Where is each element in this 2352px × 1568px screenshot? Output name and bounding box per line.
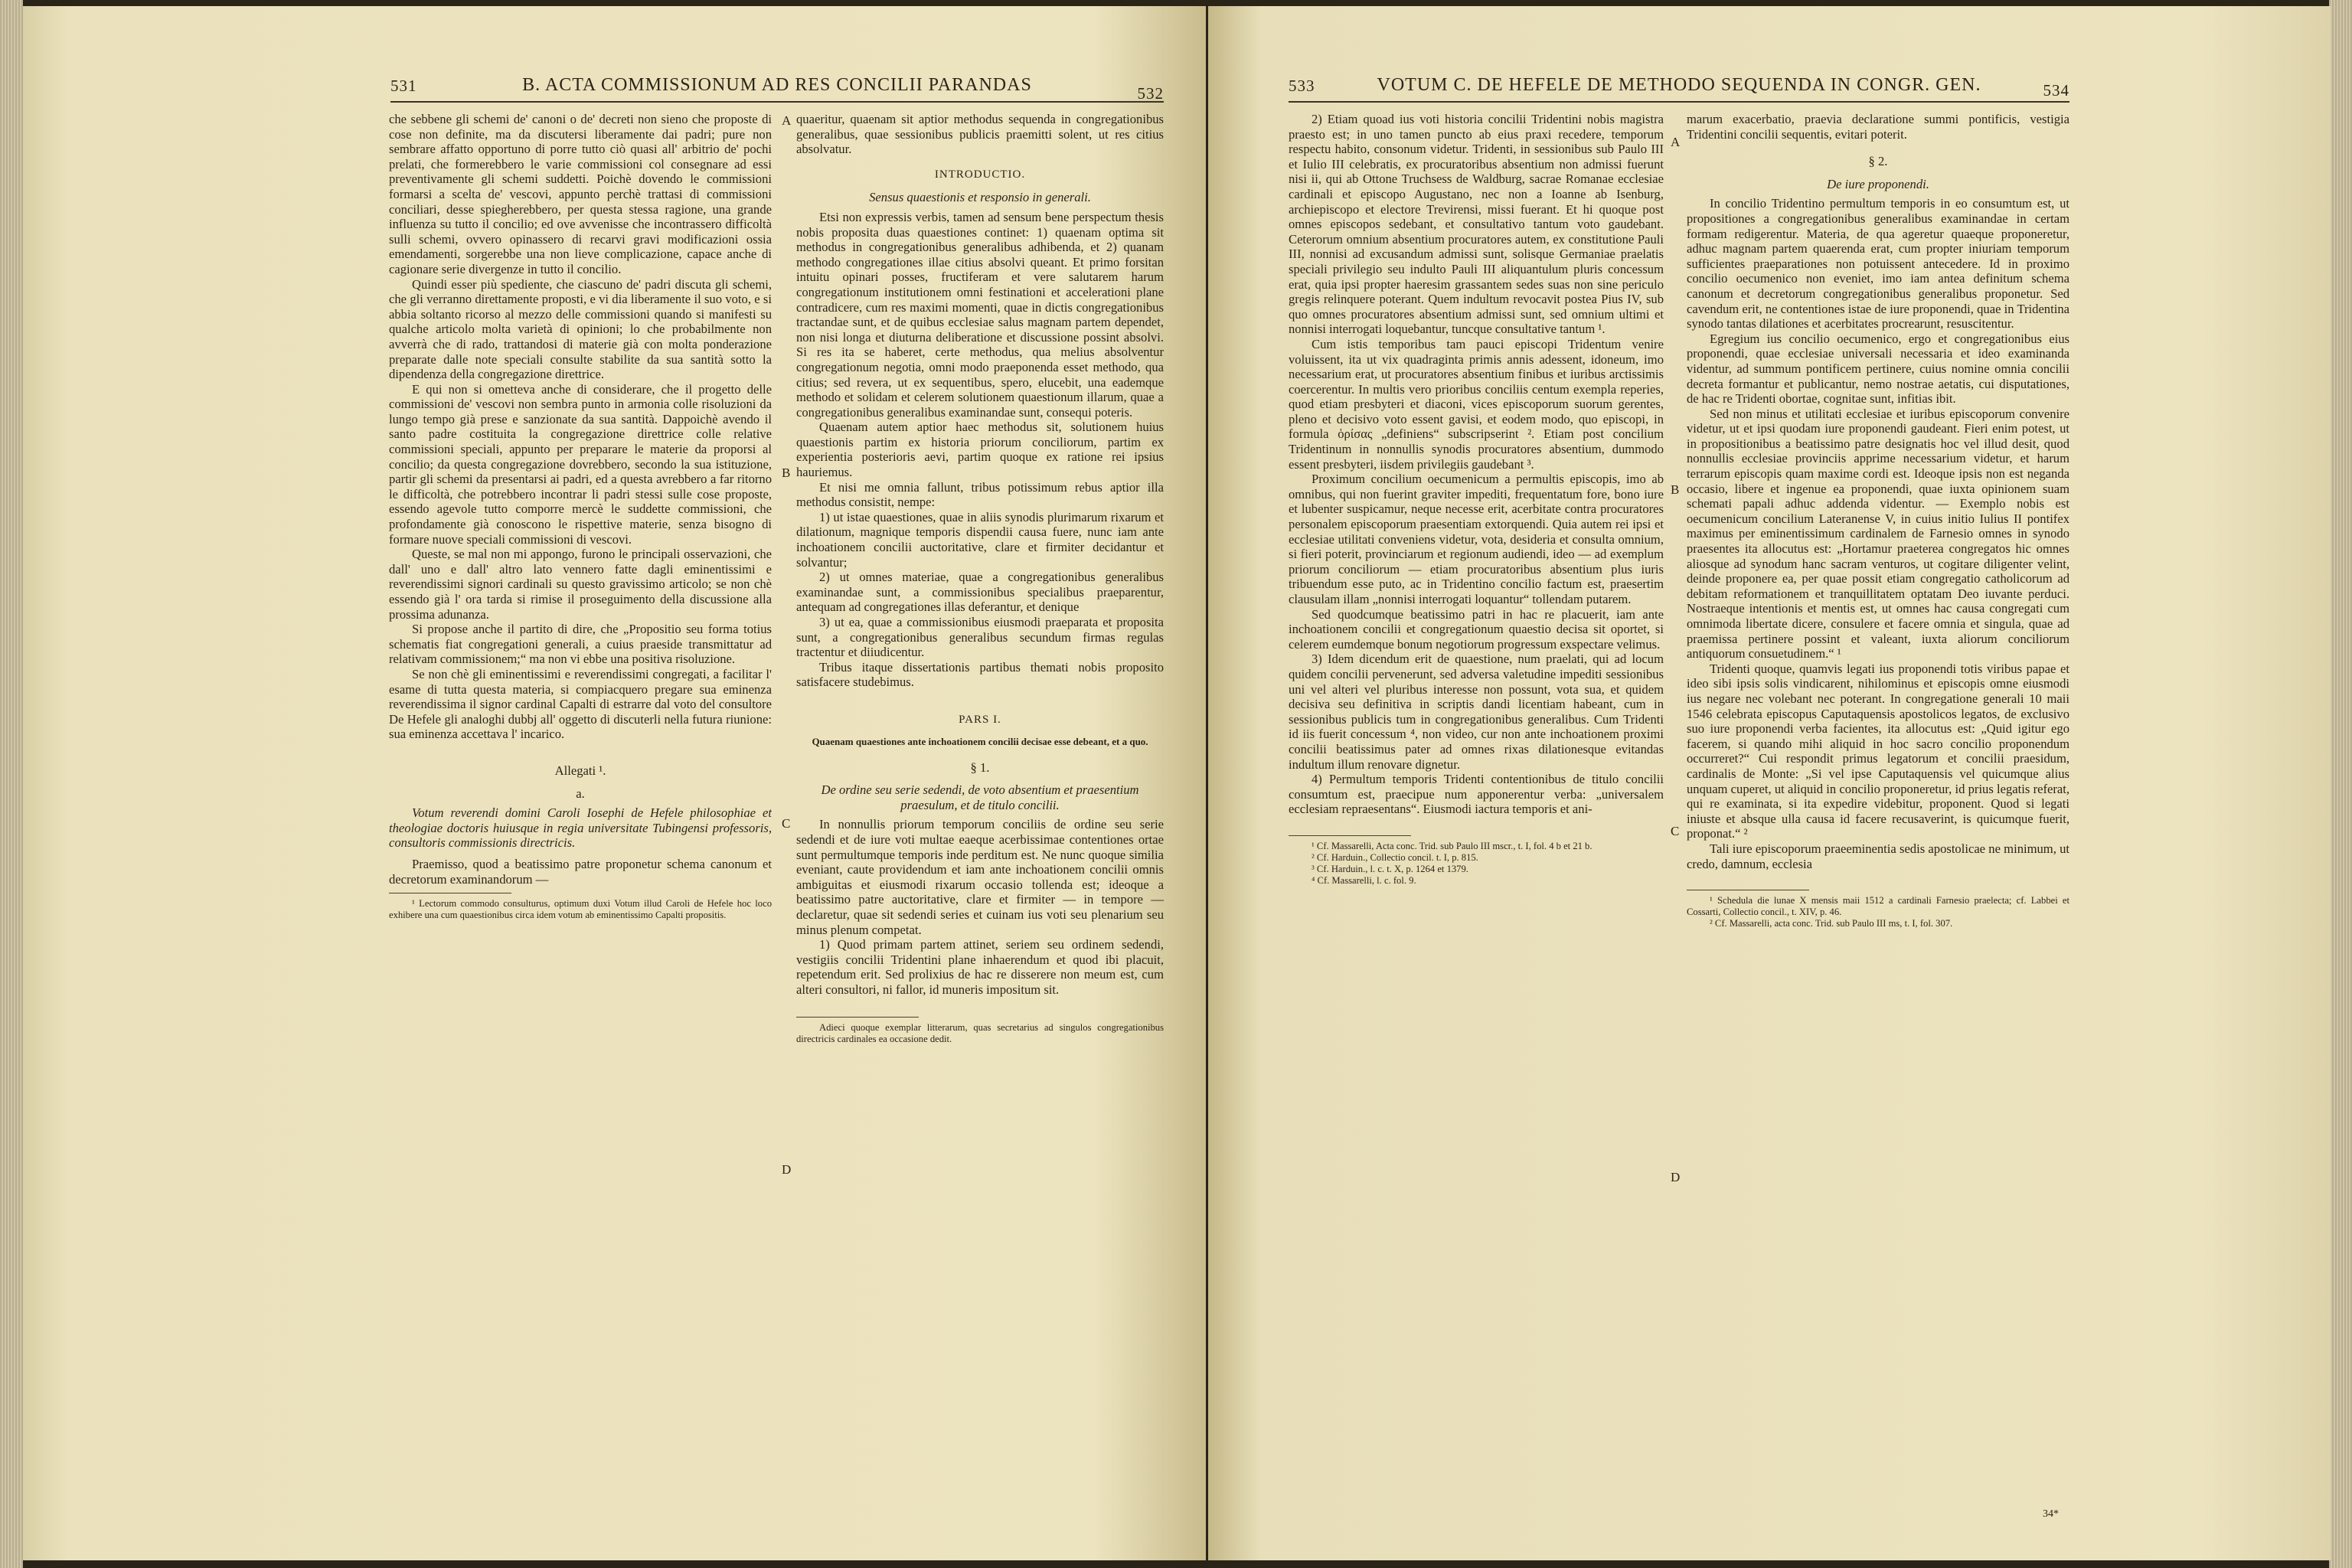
margin-marker-d: D (782, 1162, 792, 1177)
allegati-letter: a. (576, 786, 585, 801)
page-number-531: 531 (390, 77, 417, 95)
right-page (1208, 6, 2331, 1560)
paragraph: marum exacerbatio, praevia declaratione summi pontificis, vestigia Tridentini concilii sequentis, evitari poterit. (1687, 112, 2069, 142)
footnote: ² Cf. Massarelli, acta conc. Trid. sub Paulo III ms, t. I, fol. 307. (1710, 918, 1953, 929)
paragraph: Se non chè gli eminentissimi e reverendissimi congregati, a facilitar l' esame di tutta questa materia, si compiacquero pregare sua eminenza reverendissima il signor cardinal Capalti di estrarre dal voto del consultore De Hefele gli analoghi dubbj all' oggetto di discuterli nella futura riunione: sua eminenza accettava l' incarico. (389, 666, 772, 742)
footnote: ¹ Cf. Massarelli, Acta conc. Trid. sub Paulo III mscr., t. I, fol. 4 b et 21 b. (1312, 840, 1592, 851)
footnote: ¹ Schedula die lunae X mensis maii 1512 a cardinali Farnesio praelecta; cf. Labbei et Cossarti, Collectio concil., t. XIV, p. 46. (1687, 895, 2069, 918)
paragraph: 1) ut istae quaestiones, quae in aliis synodis plurimarum rixarum et dilationum, magnique temporis dispendii causa fuere, nunc iam ante inchoationem concilii auctoritative, clare et firmiter decidantur et solvantur; (796, 509, 1164, 570)
paragraph: 1) Quod primam partem attinet, seriem seu ordinem sedendi, vestigiis concilii Tridentini plane inhaerendum et quod ibi placuit, repetendum erit. Sed prolixius de hac re disserere non meum est, cum alteri consultori, ni fallor, id muneris impositum sit. (796, 937, 1164, 997)
margin-marker-d: D (1671, 1170, 1681, 1184)
footnote-rule (796, 1017, 919, 1018)
margin-marker-b: B (1671, 482, 1680, 497)
right-running-header (1289, 74, 2069, 103)
section-2-subheading: De iure proponendi. (1827, 176, 1929, 191)
introductio-subheading: Sensus quaestionis et responsio in generali. (869, 190, 1091, 205)
page-number-532: 532 (1137, 84, 1164, 103)
footnote: ³ Cf. Harduin., l. c. t. X, p. 1264 et 1379. (1312, 863, 1468, 874)
right-column-2 (1687, 112, 2069, 1544)
paragraph: Etsi non expressis verbis, tamen ad sensum bene perspectum thesis nobis proposita duas quaestiones continet: 1) quaenam optima sit methodus in congregationibus generalibus adhibenda, et 2) quanam methodo congregationes illae citius absolvi queant. Et primo forsitan intuitu opinari posses, fructiferam et vere salutarem harum congregationum institutionem omni festinationi et accelerationi plane contradicere, cum res maximi momenti, quae in dictis congregationibus tractandae sunt, et de quibus ecclesiae salus magnam partem dependet, non nisi longa et diuturna deliberatione et discussione possint absolvi. Si res ita se haberet, certe methodus, qua melius absolventur congregationum negotia, omni modo praeponenda esset methodo, qua citius; sed revera, ut ex sequentibus, spero, elucebit, una eademque methodo et solidam et celerem solutionem quaestionum illarum, quae a congregationibus generalibus examinandae sunt, consequi poteris. (796, 209, 1164, 420)
margin-marker-a: A (1671, 135, 1681, 149)
section-1-heading: § 1. (970, 760, 990, 775)
paragraph: 3) ut ea, quae a commissionibus eiusmodi praeparata et proposita sunt, a congregationibus generalibus secundum firmas regulas tractentur et diiudicentur. (796, 615, 1164, 660)
votum-title: Votum reverendi domini Caroli Iosephi de Hefele philosophiae et theologiae doctoris huiusque in regia universitate Tubingensi professoris, consultoris commissionis directricis. (389, 805, 772, 851)
paragraph: 3) Idem dicendum erit de quaestione, num praelati, qui ad locum quidem concilii pervenerunt, sed adversa valetudine impediti sessionibus uni vel alteri vel pluribus interesse non possunt, vota sua, et quidem decisiva seu definitiva in scriptis dandi licentiam habeant, cum in sessionibus publicis tum in congregationibus generalibus. Cum Tridenti id iis fuerit concessum ⁴, non video, cur non ante inchoationem proximi concilii beatissimus pater ad omnes rixas dilationesque evitandas indultum illum renovare dignetur. (1289, 652, 1664, 772)
paragraph: E qui non si ometteva anche di considerare, che il progetto delle commissioni de' vescovi non sembra punto in armonia colle risoluzioni da lungo tempo già prese e sanzionate da sua santità. Dappoichè avendo il santo padre costituita la congregazione direttrice colle relative commissioni speciali, appunto per preparare le materie da proporsi al concilio; da questa congregazione dovrebbero, secondo la sua istituzione, partir gli schemi da presentarsi ai padri, ed a questa avrebbero a far ritorno le difficoltà, che potrebbero incontrar li padri stessi sulle cose proposte, essendo agevole tutto comporre mercè le suddette commissioni, che profondamente già conoscono le rispettive materie, senza bisogno di formare nuove speciali commissioni di vescovi. (389, 381, 772, 547)
section-2-heading: § 2. (1868, 154, 1888, 169)
page-number-534: 534 (2043, 81, 2069, 100)
paragraph: In nonnullis priorum temporum conciliis de ordine seu serie sedendi et de iure voti multae eaeque acerbissimae contentiones ortae sunt permultumque temporis inde perditum est. Ne nunc quoque similia eveniant, caute providendum et iam ante inchoationem concilii omnis ambiguitas et eiusmodi rixarum occasio tollenda est; ideoque a beatissimo patre auctoritative, clare et firmiter — in tempore — declaretur, quae sit sedendi series et cuinam ius voti seu plenarium seu minus plenum competat. (796, 817, 1164, 937)
paragraph: Tribus itaque dissertationis partibus themati nobis proposito satisfacere studebimus. (796, 659, 1164, 690)
allegati-heading: Allegati ¹. (554, 763, 606, 778)
paragraph: che sebbene gli schemi de' canoni o de' decreti non sieno che proposte di cose non definite, ma da discutersi liberamente dai padri; pure non sembrare affatto opportuno di porre tutto ciò quasi all' arbitrio de' pochi prelati, che formerebbero le varie commissioni col consegnare ad essi preventivamente gli schemi suddetti. Poichè dovendo le commissioni formarsi a scelta de' vescovi, appunto perchè trattasi di commissioni conciliari, desse spiegherebbero, per questa stessa ragione, una grande influenza su tutto il concilio; ed ove avvenisse che incontrassero difficoltà sulli schemi, ovvero opinassero di recarvi gravi modificazioni ossia emendamenti, sorgerebbe una non lieve complicazione, capace anche di cagionare serie divergenze in tutto il concilio. (389, 112, 772, 276)
introductio-heading: INTRODUCTIO. (934, 168, 1026, 181)
paragraph: 4) Permultum temporis Tridenti contentionibus de titulo concilii consumtum est, praecipue num apponerentur verba: „universalem ecclesiam repraesentans“. Eiusmodi iactura temporis et ani- (1289, 772, 1664, 817)
paragraph: Proximum concilium oecumenicum a permultis episcopis, imo ab omnibus, qui non fuerint graviter impediti, frequentatum fore, bono iure et lubenter suspicamur, neque necesse erit, acerbitate contra procuratores personalem episcoporum praesentiam extorquendi. Quia autem rei ipsi et ecclesiae utilitati conveniens videtur, vota, desideria et consulta omnium, si fieri poterit, provinciarum et regionum audiendi, ideo — ad exemplum priorum conciliorum — etiam procuratoribus absentium plus iuris tribuendum esse puto, ac in Tridentino concilio factum est, praesertim clausulam illam „nonnisi interrogati loquantur“ tollendam putarem. (1289, 472, 1664, 606)
pars-subheading: Quaenam quaestiones ante inchoationem concilii decisae esse debeant, et a quo. (812, 735, 1148, 747)
footnote: Adieci quoque exemplar litterarum, quas secretarius ad singulos congregationibus directricis cardinales ea occasione dedit. (796, 1022, 1164, 1045)
signature-mark: 34* (2043, 1508, 2059, 1520)
pars-heading: PARS I. (959, 713, 1001, 726)
margin-marker-b: B (782, 466, 791, 480)
paragraph: Sed quodcumque beatissimo patri in hac re placuerit, iam ante inchoationem concilii et congregationum quaestio decisa sit oportet, si celerem eumdemque bonum negotiorum progressum exspectare velimus. (1289, 606, 1664, 652)
paragraph: Tridenti quoque, quamvis legati ius proponendi totis viribus papae et ideo sibi ipsis solis vindicarent, nihilominus et episcopis omne eiusmodi ius negare nec volebant nec poterant. In congregatione generali 10 maii 1546 celebrata episcopus Caputaquensis apostolicos legatos, de exclusivo suo iure proponendi verba facientes, ita allocutus est: „Quid igitur ego facerem, si quando mihi aliquid in hoc sacro concilio proponendum occurreret?“ Cui respondit primus legatorum et concilii praesidum, cardinalis de Monte: „Si vel ipse Caputaquensis vel quicumque alius unquam cuperet, ut aliquid in concilio proponeretur, id prius legatis referat, qui re examinata, si ita expedire videbitur, proponent. Quod si legati iniuste et absque ulla causa id facere recusaverint, is quicumque fuerit, proponat.“ ² (1687, 661, 2069, 841)
paragraph: Si propose anche il partito di dire, che „Propositio seu forma totius schematis fiat congregationi generali, a cuius praeside transmittatur ad relativam commissionem;“ ma non vi ebbe una positiva risoluzione. (389, 622, 772, 667)
footnote: ² Cf. Harduin., Collectio concil. t. I, p. 815. (1312, 851, 1478, 863)
paragraph: quaeritur, quaenam sit aptior methodus sequenda in congregationibus generalibus, quae sessionibus publicis praemitti solent, ut res citius absolvatur. (796, 112, 1164, 157)
margin-marker-a: A (782, 113, 792, 128)
margin-marker-c: C (1671, 824, 1680, 838)
right-header-title: VOTUM C. DE HEFELE DE METHODO SEQUENDA IN CONGR. GEN. (1377, 75, 1981, 95)
left-column-2 (796, 112, 1164, 1544)
section-1-subheading: De ordine seu serie sedendi, de voto absentium et praesentium praesulum, et de titulo concilii. (821, 782, 1139, 812)
paragraph: Egregium ius concilio oecumenico, ergo et congregationibus eius proponendi, quae ecclesiae universali necessaria et ideo examinanda videntur, ad summum pontificem pertinere, cuius nomine omnia concilii decreta formantur et publicantur, nemo nostrae aetatis, cui disputationes, de hac re Tridenti obortae, cognitae sunt, infitias ibit. (1687, 331, 2069, 407)
paragraph: Queste, se mal non mi appongo, furono le principali osservazioni, che dall' uno e dall' altro lato vennero fatte dagli eminentissimi e reverendissimi signori cardinali su questo gravissimo articolo; se non chè essendo già l' ora tarda si rimise il proseguimento della discussione alla prossima adunanza. (389, 547, 772, 622)
margin-marker-c: C (782, 816, 791, 831)
paragraph: 2) Etiam quoad ius voti historia concilii Tridentini nobis magistra praesto est; in uno tamen puncto ab eius praxi recedere, temporum respectu habito, consonum videtur. Tridenti, in sessionibus sub Paulo III et Iulio III celebratis, ex procuratoribus absentium non admissi fuerunt nisi ii, qui ab Ottone Truchsess de Waldburg, sacrae Romanae ecclesiae cardinali et episcopo Augustano, nec non a Ioanne ab Isenburg, archiepiscopo et electore Trevirensi, missi fuerant. Et hi quoque post omnes episcopos sedebant, et consultativo tantum voto gaudebant. Ceterorum omnium absentium procuratores autem, ex constitutione Pauli III, nonnisi ad excusandum admissi sunt, solisque Germaniae praelatis speciali privilegio seu indulto Pauli III aliquantulum pluris concessum erat, quia ipsi propter haeresim grassantem sedes suas non sine periculo gregis relinquere poterant. Quem indultum revocavit postea Pius IV, sub quo omnes procuratores absentium admissi sunt, sed omnium ultimi et nonnisi interrogati loquebantur, tuncque consultative tantum ¹. (1289, 112, 1664, 337)
right-column-1 (1289, 112, 1664, 1544)
paragraph: 2) ut omnes materiae, quae a congregationibus generalibus examinandae sunt, a commissionibus specialibus praeparentur, antequam ad congregationes illas deferantur, et denique (796, 570, 1164, 615)
paragraph: In concilio Tridentino permultum temporis in eo consumtum est, ut propositiones a congregationibus generalibus examinandae in certam formam redigerentur. Materia, de qua ageretur quaeque proponeretur, adhuc magnam partem quaerenda erat, cum propter iniuriam temporum sufficientes praeparationes non potuissent antecedere. Id in proximo concilio oecumenico non eveniet, imo iam antea definitum schema canonum et decretorum congregationibus generalibus proponetur. Sed cavendum erit, ne contentiones istae de iure proponendi, quae in Tridentina synodo tantas dilationes et acerbitates procrearunt, resuscitentur. (1687, 196, 2069, 332)
left-header-title: B. ACTA COMMISSIONUM AD RES CONCILII PARANDAS (522, 75, 1032, 95)
paragraph: Et nisi me omnia fallunt, tribus potissimum rebus aptior illa methodus consistit, nempe: (796, 479, 1164, 510)
paragraph: Cum istis temporibus tam pauci episcopi Tridentum venire voluissent, ita ut vix quadraginta primis annis adessent, idoneum, imo necessarium erat, ut procuratores absentium finibus et iuribus arctissimis coercerentur. In multis vero prioribus conciliis centum exempla reperies, quod etiam presbyteri et diaconi, vices episcoporum suorum gerentes, pleno et decisivo voto essent gavisi, et eodem modo, quo episcopi, in formula ὁρίσας „definiens“ subscripserint ². Etiam post concilium Tridentinum in nonnullis synodis procuratores absentium, dummodo essent presbyteri, iisdem privilegiis gaudebant ³. (1289, 336, 1664, 472)
footnote: ⁴ Cf. Massarelli, l. c. fol. 9. (1312, 874, 1416, 886)
page-edge-right (2329, 0, 2352, 1568)
paragraph: Sed non minus et utilitati ecclesiae et iuribus episcoporum convenire videtur, ut et ipsi quodam iure proponendi gaudeant. Fieri enim potest, ut in propositionibus a beatissimo patre designatis hoc vel illud desit, quod nonnullis ecclesiae provinciis apprime necessarium videtur, et harum terrarum episcopis quam maxime cordi est. Ideoque ipsis non est neganda occasio, libere et ingenue ea proponendi, quae iuxta opinionem suam schemati papali adhuc addenda videntur. — Exemplo nobis est oecumenicum concilium Lateranense V, in cuius initio Iulius II pontifex maximus per eminentissimum cardinalem de Farnesio omnes in synodo praesentes ita allocutus est: „Hortamur praeterea congregatos hic omnes aliosque ad synodum hanc sacram venturos, ut cogitare diligenter velint, deinde proponere ea, per quae possit etiam congregatio catholicorum ad debitam reformationem et tranquillitatem optatam Deo iuvante perduci. Nostraeque intentionis et mentis est, ut omnes hac causa congregati cum omnimoda libertate dicere, consulere et facere omnia et singula, quae ad praemissa pertinere possint et valeant, iuxta aliorum conciliorum antiquorum consuetudinem.“ ¹ (1687, 406, 2069, 662)
left-running-header (390, 74, 1164, 103)
paragraph: Praemisso, quod a beatissimo patre proponetur schema canonum et decretorum examinandorum — (389, 856, 772, 887)
paragraph: Quindi esser più spediente, che ciascuno de' padri discuta gli schemi, che gli verranno direttamente proposti, e vi dia liberamente il suo voto, e si abbia soltanto ricorso al mezzo delle commissioni quando si manifesti su qualche articolo molta varietà di opinioni; lo che probabilmente non avverrà che di rado, trattandosi di materie già con molta ponderazione preparate dalle note speciali consulte stabilite da sua santità sotto la dipendenza della congregazione direttrice. (389, 276, 772, 382)
paragraph: Tali iure episcoporum praeeminentia sedis apostolicae ne minimum, ut credo, damnum, ecclesia (1687, 841, 2069, 871)
footnote-rule (1289, 835, 1411, 836)
page-edge-left (0, 0, 23, 1568)
page-number-533: 533 (1289, 77, 1315, 95)
paragraph: Quaenam autem aptior haec methodus sit, solutionem huius quaestionis partim ex historia priorum conciliorum, partim ex experientia posterioris aevi, partim quoque ex ratione rei ipsius hauriemus. (796, 420, 1164, 480)
footnote: ¹ Lectorum commodo consulturus, optimum duxi Votum illud Caroli de Hefele hoc loco exhibere una cum quaestionibus circa idem votum ab eminentissimo Capalti propositis. (389, 898, 772, 921)
left-page (23, 6, 1206, 1560)
left-column-1 (389, 112, 772, 1544)
